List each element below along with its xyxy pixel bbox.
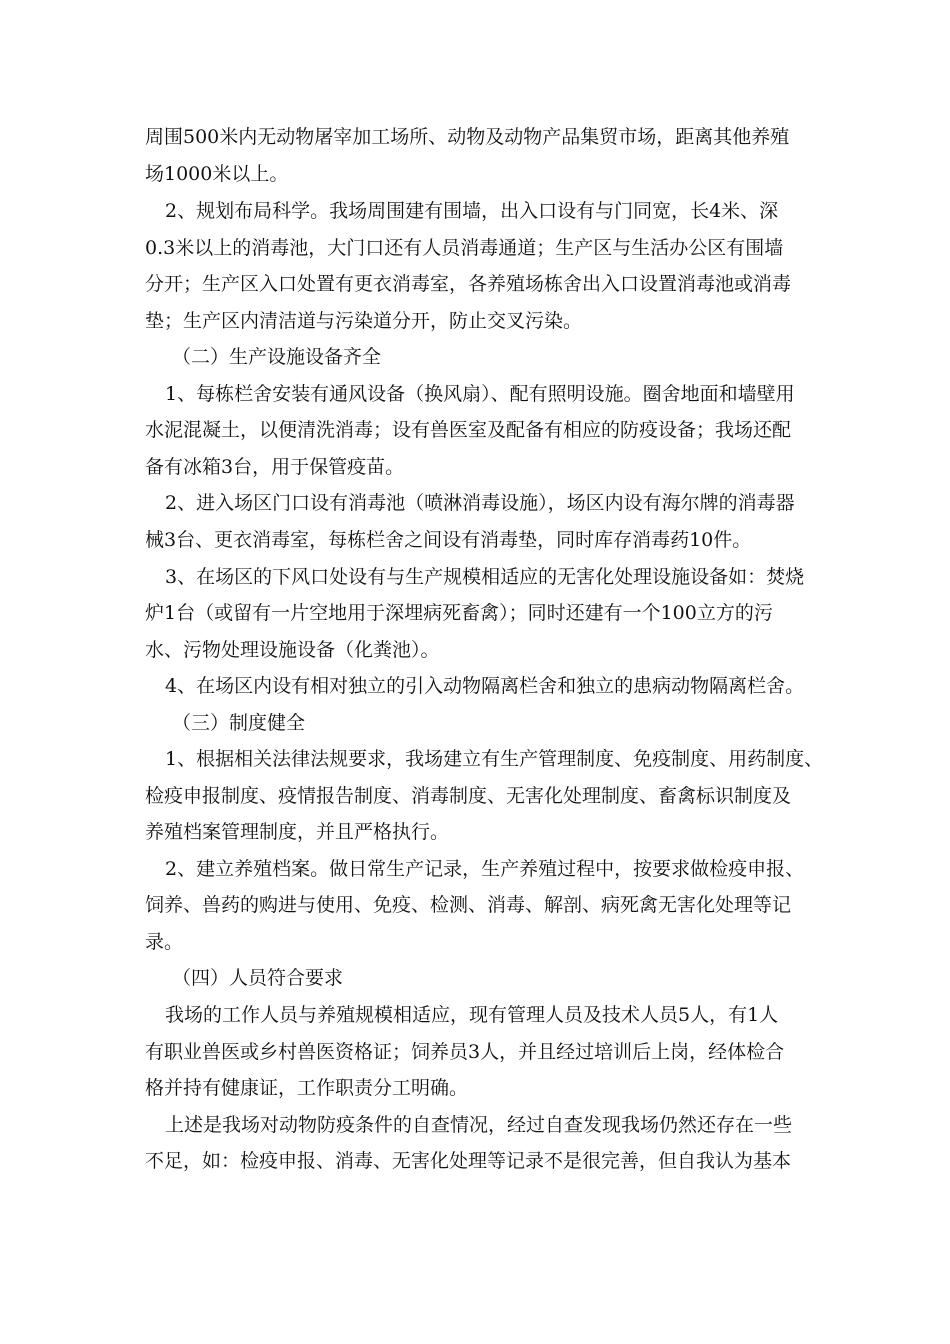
paragraph-start-line: 我场的工作人员与养殖规模相适应，现有管理人员及技术人员5人，有1人 <box>165 1004 779 1026</box>
body-text-line: 饲养、兽药的购进与使用、免疫、检测、消毒、解剖、病死禽无害化处理等记 <box>145 894 792 916</box>
body-text-line: 周围500米内无动物屠宰加工场所、动物及动物产品集贸市场，距离其他养殖 <box>145 126 790 148</box>
body-text-line: 垫；生产区内清洁道与污染道分开，防止交叉污染。 <box>145 310 583 332</box>
paragraph-start-line: 1、每栋栏舍安装有通风设备（换风扇）、配有照明设施。圈舍地面和墙壁用 <box>165 383 795 405</box>
body-text-line: 有职业兽医或乡村兽医资格证；饲养员3人，并且经过培训后上岗，经体检合 <box>145 1041 785 1063</box>
body-text-line: 检疫申报制度、疫情报告制度、消毒制度、无害化处理制度、畜禽标识制度及 <box>145 785 792 807</box>
body-text-line: 炉1台（或留有一片空地用于深埋病死畜禽）；同时还建有一个100立方的污 <box>145 602 773 624</box>
paragraph-start-line: 2、建立养殖档案。做日常生产记录，生产养殖过程中，按要求做检疫申报、 <box>165 858 805 880</box>
body-text-line: 录。 <box>145 931 184 953</box>
section-heading: （三）制度健全 <box>172 712 306 734</box>
paragraph-start-line: 4、在场区内设有相对独立的引入动物隔离栏舍和独立的患病动物隔离栏舍。 <box>165 675 805 697</box>
body-text-line: 水泥混凝土，以便清洗消毒；设有兽医室及配备有相应的防疫设备；我场还配 <box>145 419 792 441</box>
body-text-line: 备有冰箱3台，用于保管疫苗。 <box>145 456 405 478</box>
paragraph-start-line: 2、规划布局科学。我场周围建有围墙，出入口设有与门同宽，长4米、深 <box>165 200 779 222</box>
paragraph-start-line: 3、在场区的下风口处设有与生产规模相适应的无害化处理设施设备如：焚烧 <box>165 566 805 588</box>
body-text-line: 械3台、更衣消毒室，每栋栏舍之间设有消毒垫，同时库存消毒药10件。 <box>145 529 752 551</box>
paragraph-start-line: 上述是我场对动物防疫条件的自查情况，经过自查发现我场仍然还存在一些 <box>165 1114 793 1136</box>
paragraph-start-line: 1、根据相关法律法规要求，我场建立有生产管理制度、免疫制度、用药制度、 <box>165 748 824 770</box>
body-text-line: 养殖档案管理制度，并且严格执行。 <box>145 821 450 843</box>
paragraph-start-line: 2、进入场区门口设有消毒池（喷淋消毒设施），场区内设有海尔牌的消毒器 <box>165 492 795 514</box>
section-heading: （四）人员符合要求 <box>172 967 344 989</box>
body-text-line: 场1000米以上。 <box>145 163 289 185</box>
body-text-line: 不足，如：检疫申报、消毒、无害化处理等记录不是很完善，但自我认为基本 <box>145 1150 792 1172</box>
body-text-line: 水、污物处理设施设备（化粪池）。 <box>145 639 440 661</box>
body-text-line: 分开；生产区入口处置有更衣消毒室，各养殖场栋舍出入口设置消毒池或消毒 <box>145 273 792 295</box>
section-heading: （二）生产设施设备齐全 <box>172 346 382 368</box>
body-text-line: 0.3米以上的消毒池，大门口还有人员消毒通道；生产区与生活办公区有围墙 <box>145 237 784 259</box>
body-text-line: 格并持有健康证，工作职责分工明确。 <box>145 1077 469 1099</box>
